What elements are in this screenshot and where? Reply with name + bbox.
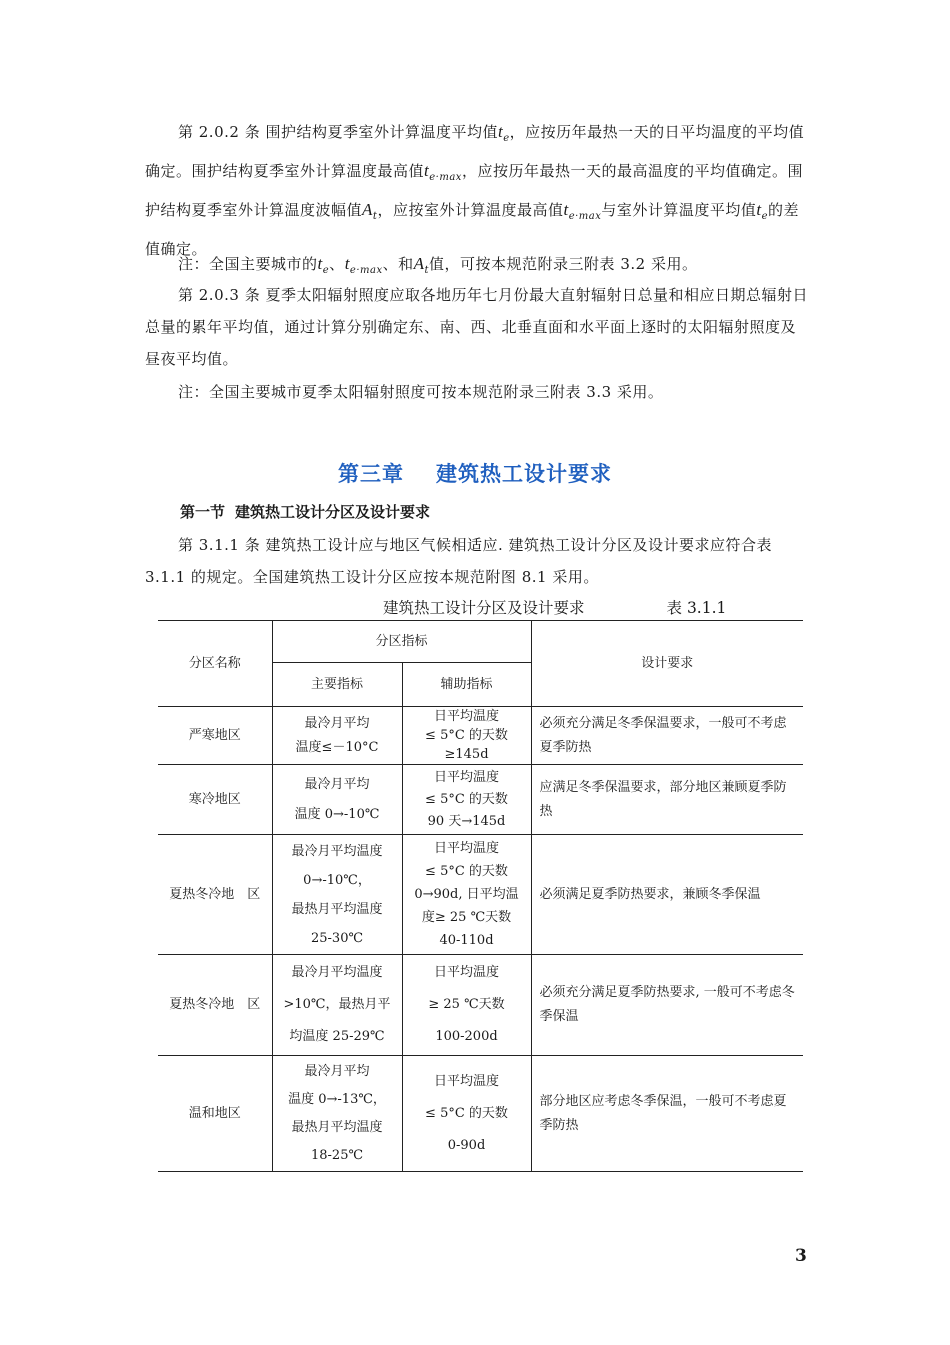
aux-index-cell — [402, 765, 531, 835]
chapter-number: 第三章 — [338, 461, 404, 486]
table-row — [158, 707, 803, 765]
page-number: 3 — [795, 1246, 807, 1266]
aux-index-cell — [402, 707, 531, 765]
note1-var-tmax: t — [344, 254, 350, 273]
cell-line: ≥145d — [444, 747, 489, 762]
requirement-cell: 必须满足夏季防热要求，兼顾冬季保温 — [531, 835, 803, 955]
cell-line: ≥ 25 ℃天数 — [428, 997, 505, 1012]
requirement-cell: 必须充分满足夏季防热要求, 一般可不考虑冬季保温 — [531, 955, 803, 1056]
note-2: 注：全国主要城市夏季太阳辐射照度可按本规范附录三附表 3.3 采用。 — [178, 383, 664, 401]
var-A: A — [362, 200, 373, 219]
cell-line: >10℃，最热月平 — [283, 997, 391, 1012]
cell-line: 日平均温度 — [433, 1073, 499, 1089]
header-aux: 辅助指标 — [402, 663, 531, 707]
note-1 — [178, 253, 697, 276]
main-index-cell — [272, 955, 402, 1056]
cell-line: 0→-10℃， — [303, 872, 371, 888]
cell-line: 度≥ 25 ℃天数 — [421, 910, 512, 925]
table-caption-text: 建筑热工设计分区及设计要求 — [383, 599, 585, 617]
p1-text-f: 的差值确定。 — [145, 201, 800, 258]
sub-e: e — [503, 133, 510, 144]
note1-text-a: 注：全国主要城市的 — [178, 255, 318, 273]
note1-text-c: 、和 — [382, 255, 414, 273]
cell-line: ≤ 5°C 的天数 — [425, 864, 508, 879]
sub-emax-2: e·max — [568, 211, 602, 222]
cell-line: 最热月平均温度 — [291, 1119, 383, 1135]
cell-line: 18-25℃ — [310, 1147, 364, 1163]
cell-line: 日平均温度 — [433, 709, 499, 724]
table-row — [158, 955, 803, 1056]
header-main: 主要指标 — [272, 663, 402, 707]
cell-line: 最冷月平均温度 — [291, 965, 383, 980]
cell-line: 最冷月平均 — [304, 776, 370, 792]
sub-te: t — [372, 211, 378, 222]
zone-cell: 温和地区 — [158, 1056, 272, 1172]
table-caption-number: 表 3.1.1 — [666, 599, 727, 617]
note1-text-d: 值，可按本规范附录三附表 3.2 采用。 — [429, 255, 698, 273]
chapter-heading — [0, 458, 950, 488]
main-index-cell — [272, 835, 402, 955]
cell-line: ≤ 5°C 的天数 — [425, 728, 508, 743]
table-row — [158, 765, 803, 835]
cell-line: 0-90d — [447, 1137, 486, 1153]
cell-line: 日平均温度 — [433, 841, 499, 856]
table-row — [158, 835, 803, 955]
main-index-cell — [272, 765, 402, 835]
cell-line: 日平均温度 — [433, 965, 499, 980]
zone-cell: 严寒地区 — [158, 707, 272, 765]
note1-text-b: 、 — [329, 255, 345, 273]
header-zone: 分区名称 — [158, 621, 272, 707]
p1-text-d: ，应按室外计算温度最高值 — [377, 201, 564, 219]
cell-line: 25-30℃ — [310, 930, 364, 946]
cell-line: 40-110d — [439, 933, 494, 948]
section-title: 建筑热工设计分区及设计要求 — [235, 503, 431, 521]
zone-cell: 夏热冬冷地 区 — [158, 835, 272, 955]
cell-line: 90 天→145d — [427, 813, 506, 829]
aux-index-cell — [402, 955, 531, 1056]
var-t-2: t — [756, 200, 762, 219]
paragraph-2-0-3: 第 2.0.3 条 夏季太阳辐射照度应取各地历年七月份最大直射辐射日总量和相应日期总辐射日总量的累年平均值，通过计算分别确定东、南、西、北垂直面和水平面上逐时的太阳辐射照度及昼夜平均值。 — [145, 286, 808, 368]
requirement-cell: 应满足冬季保温要求，部分地区兼顾夏季防热 — [531, 765, 803, 835]
sub-e-2: e — [761, 211, 769, 222]
cell-line: ≤ 5°C 的天数 — [425, 1105, 508, 1121]
p1-text-b: ，应按历年最热一天的日平均温度的平均值确定。围护结构夏季室外计算温度最高值 — [145, 123, 805, 180]
note1-var-A: A — [413, 254, 425, 273]
sub-emax: e·max — [429, 172, 462, 183]
var-t-max: t — [424, 161, 430, 180]
p1-text-a: 第 2.0.2 条 围护结构夏季室外计算温度平均值 — [178, 123, 498, 141]
paragraph-3-1-1: 第 3.1.1 条 建筑热工设计应与地区气候相适应. 建筑热工设计分区及设计要求应符合表 3.1.1 的规定。全国建筑热工设计分区应按本规范附图 8.1 采用。 — [145, 536, 773, 586]
header-index: 分区指标 — [272, 621, 531, 663]
aux-index-cell — [402, 1056, 531, 1172]
paragraph-2-0-2 — [145, 116, 810, 265]
climate-zone-table — [158, 620, 803, 1172]
cell-line: 温度 0→-10℃ — [294, 806, 380, 822]
cell-line: 日平均温度 — [433, 769, 499, 785]
requirement-cell: 部分地区应考虑冬季保温，一般可不考虑夏季防热 — [531, 1056, 803, 1172]
cell-line: 温度≤－10°C — [295, 739, 379, 755]
cell-line: 0→90d, 日平均温 — [414, 887, 519, 902]
aux-index-cell — [402, 835, 531, 955]
note1-sub-e: e — [322, 265, 330, 276]
cell-line: ≤ 5°C 的天数 — [425, 791, 508, 807]
cell-line: 最热月平均温度 — [291, 901, 383, 917]
main-index-cell — [272, 707, 402, 765]
zone-cell: 夏热冬冷地 区 — [158, 955, 272, 1056]
chapter-title: 建筑热工设计要求 — [436, 461, 612, 486]
main-index-cell — [272, 1056, 402, 1172]
zone-cell: 寒冷地区 — [158, 765, 272, 835]
header-req: 设计要求 — [531, 621, 803, 707]
cell-line: 温度 0→-13℃， — [288, 1091, 386, 1107]
section-heading — [180, 501, 430, 522]
note1-var-t: t — [317, 254, 323, 273]
cell-line: 最冷月平均 — [304, 1063, 370, 1079]
p1-text-c: ，应按历年最热一天的最高温度的平均值确定。围护结构夏季室外计算温度波幅值 — [145, 162, 803, 219]
var-t: t — [497, 122, 504, 141]
section-number: 第一节 — [180, 503, 226, 521]
cell-line: 最冷月平均 — [304, 715, 370, 731]
note1-sub-te: t — [424, 265, 430, 276]
table-caption — [383, 596, 726, 618]
note1-sub-emax: e·max — [349, 265, 383, 276]
table-row — [158, 1056, 803, 1172]
requirement-cell: 必须充分满足冬季保温要求，一般可不考虑夏季防热 — [531, 707, 803, 765]
p1-text-e: 与室外计算温度平均值 — [601, 201, 757, 219]
cell-line: 100-200d — [435, 1029, 498, 1044]
cell-line: 均温度 25-29℃ — [289, 1029, 385, 1044]
cell-line: 最冷月平均温度 — [291, 843, 383, 859]
var-t-max-2: t — [563, 200, 569, 219]
